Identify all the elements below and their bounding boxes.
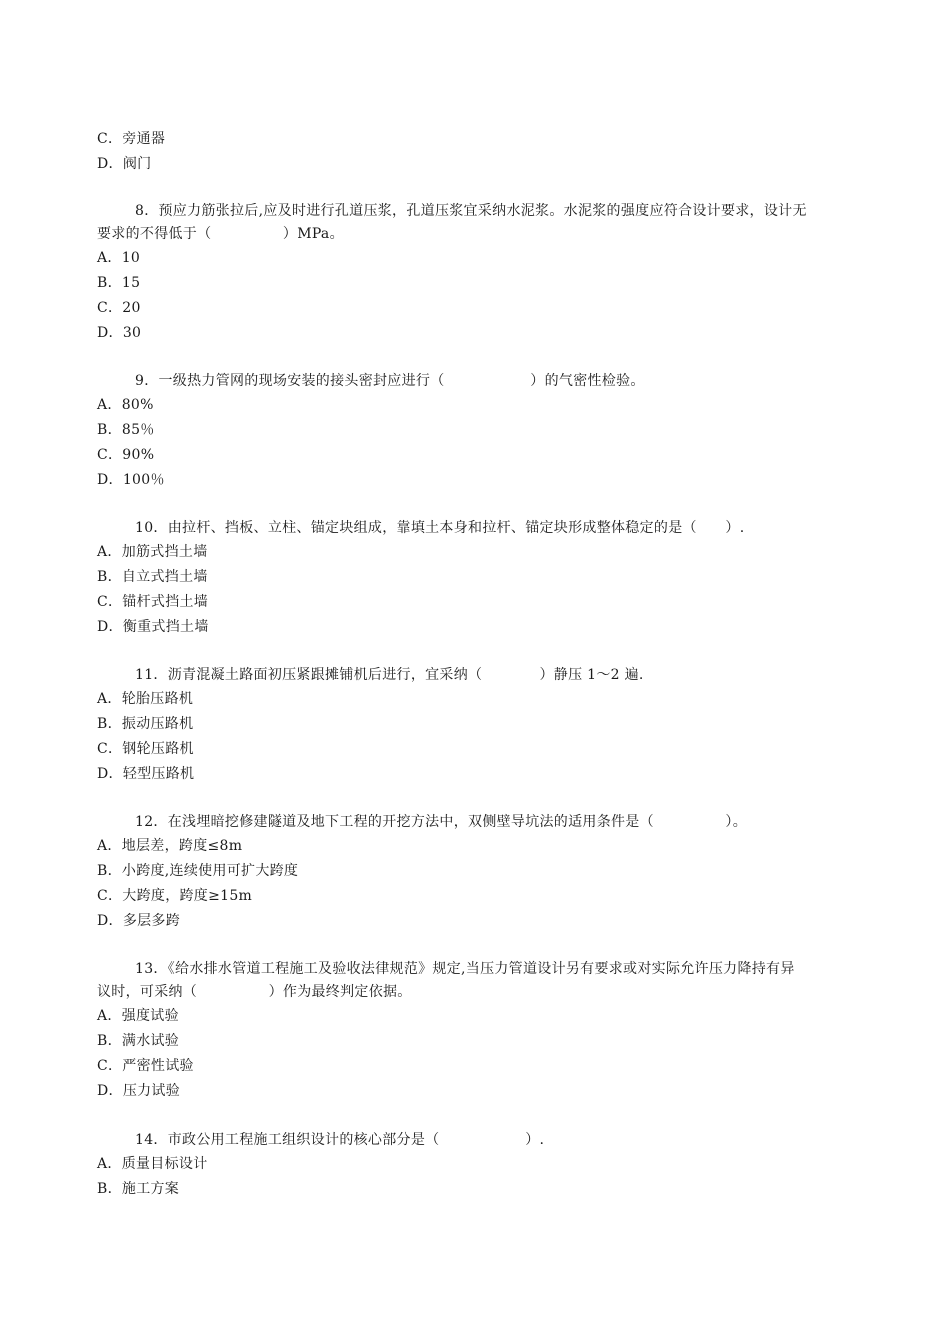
option-d: D．多层多跨 bbox=[97, 913, 181, 929]
option-a: A．地层差，跨度≤8m bbox=[97, 838, 243, 854]
option-c: C．90% bbox=[97, 447, 155, 463]
option-c: C．严密性试验 bbox=[97, 1058, 194, 1074]
question-10 bbox=[97, 517, 927, 640]
option-a: A．80% bbox=[97, 397, 154, 413]
question-stem bbox=[97, 200, 927, 246]
question-14 bbox=[97, 1129, 927, 1202]
option-b: B．小跨度,连续使用可扩大跨度 bbox=[97, 863, 299, 879]
option-d: D．阀门 bbox=[97, 156, 152, 172]
option-b: B．施工方案 bbox=[97, 1181, 180, 1197]
stem-line: 13．《给水排水管道工程施工及验收法律规范》规定,当压力管道设计另有要求或对实际允许压力降持有异 bbox=[135, 961, 795, 977]
option-b: B．自立式挡土墙 bbox=[97, 569, 208, 585]
question-11 bbox=[97, 664, 927, 787]
question-12 bbox=[97, 811, 927, 934]
option-d: D．30 bbox=[97, 325, 142, 341]
option-d: D．衡重式挡土墙 bbox=[97, 619, 209, 635]
option-a: A．质量目标设计 bbox=[97, 1156, 208, 1172]
question-stem bbox=[97, 370, 927, 393]
carryover-options bbox=[97, 127, 927, 177]
option-c: C．大跨度，跨度≥15m bbox=[97, 888, 253, 904]
question-stem bbox=[97, 1129, 927, 1152]
option-b: B．振动压路机 bbox=[97, 716, 194, 732]
stem-line: 12．在浅埋暗挖修建隧道及地下工程的开挖方法中，双侧壁导坑法的适用条件是（ ）。 bbox=[135, 814, 748, 830]
option-b: B．满水试验 bbox=[97, 1033, 180, 1049]
stem-line: 11．沥青混凝土路面初压紧跟摊铺机后进行，宜采纳（ ）静压 1～2 遍. bbox=[135, 667, 644, 683]
option-b: B．15 bbox=[97, 275, 141, 291]
option-a: A．轮胎压路机 bbox=[97, 691, 194, 707]
question-stem bbox=[97, 811, 927, 834]
stem-line: 议时，可采纳（ ）作为最终判定依据。 bbox=[97, 984, 412, 1000]
option-a: A．加筋式挡土墙 bbox=[97, 544, 208, 560]
question-stem bbox=[97, 664, 927, 687]
option-a: A．10 bbox=[97, 250, 141, 266]
option-c: C．20 bbox=[97, 300, 141, 316]
question-stem bbox=[97, 958, 927, 1004]
question-8 bbox=[97, 200, 927, 346]
option-a: A．强度试验 bbox=[97, 1008, 179, 1024]
option-d: D．100％ bbox=[97, 472, 165, 488]
stem-line: 10．由拉杆、挡板、立柱、锚定块组成，靠填土本身和拉杆、锚定块形成整体稳定的是（ ）. bbox=[135, 520, 745, 536]
question-13 bbox=[97, 958, 927, 1104]
option-d: D．压力试验 bbox=[97, 1083, 181, 1099]
option-c: C．锚杆式挡土墙 bbox=[97, 594, 209, 610]
option-d: D．轻型压路机 bbox=[97, 766, 195, 782]
option-b: B．85％ bbox=[97, 422, 155, 438]
stem-line: 要求的不得低于（ ）MPa。 bbox=[97, 226, 344, 242]
question-stem bbox=[97, 517, 927, 540]
option-c: C．钢轮压路机 bbox=[97, 741, 194, 757]
question-9 bbox=[97, 370, 927, 493]
stem-line: 14．市政公用工程施工组织设计的核心部分是（ ）. bbox=[135, 1132, 545, 1148]
option-c: C．旁通器 bbox=[97, 131, 166, 147]
stem-line: 9．一级热力管网的现场安装的接头密封应进行（ ）的气密性检验。 bbox=[135, 373, 645, 389]
stem-line: 8．预应力筋张拉后,应及时进行孔道压浆，孔道压浆宜采纳水泥浆。水泥浆的强度应符合设计要求，设计无 bbox=[135, 203, 807, 219]
